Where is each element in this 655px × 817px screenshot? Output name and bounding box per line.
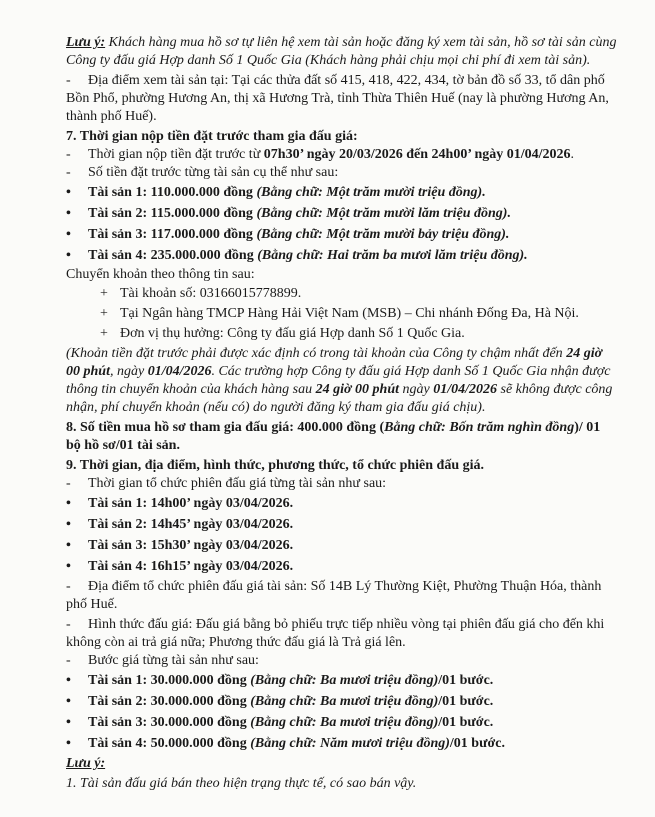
deposit-intro: - Số tiền đặt trước từng tài sản cụ thể như sau: — [66, 165, 339, 180]
deposit-time: - Thời gian nộp tiền đặt trước từ 07h30’ ngày 20/03/2026 đến 24h00’ ngày 01/04/2026. — [66, 147, 575, 162]
deposit-note-line4: nhận, phí chuyển khoản (nếu có) do người đăng ký tham gia đấu giá chịu). — [66, 400, 486, 415]
auction-place-line1: - Địa điểm tổ chức phiên đấu giá tài sản: Số 14B Lý Thường Kiệt, Phường Thuận Hóa, thành — [66, 579, 602, 594]
section7-heading: 7. Thời gian nộp tiền đặt trước tham gia đấu giá: — [66, 129, 358, 144]
auction-time-2: • Tài sản 2: 14h45’ ngày 03/04/2026. — [66, 517, 294, 532]
location-view-line2: Bồn Phổ, phường Hương An, thị xã Hương Trà, tỉnh Thừa Thiên Huế (nay là phường Hương An, — [66, 91, 609, 106]
note1-line2: Công ty đấu giá Hợp danh Số 1 Quốc Gia (Khách hàng phải chịu mọi chi phí đi xem tài sản). — [66, 53, 591, 68]
deposit-asset-3: • Tài sản 3: 117.000.000 đồng (Bằng chữ: Một trăm mười bảy triệu đồng). — [66, 227, 510, 242]
deposit-asset-2: • Tài sản 2: 115.000.000 đồng (Bằng chữ: Một trăm mười lăm triệu đồng). — [66, 206, 511, 221]
step-asset-3: • Tài sản 3: 30.000.000 đồng (Bằng chữ: Ba mươi triệu đồng)/01 bước. — [66, 715, 494, 730]
location-view-line3: thành phố Huế). — [66, 109, 157, 124]
transfer-account: + Tài khoản số: 03166015778899. — [100, 286, 302, 301]
location-view-line1: - Địa điểm xem tài sản tại: Tại các thửa đất số 415, 418, 422, 434, tờ bản đồ số 33, tổ dân phố — [66, 73, 605, 88]
transfer-bank: + Tại Ngân hàng TMCP Hàng Hải Việt Nam (MSB) – Chi nhánh Đống Đa, Hà Nội. — [100, 306, 579, 321]
transfer-beneficiary: + Đơn vị thụ hưởng: Công ty đấu giá Hợp danh Số 1 Quốc Gia. — [100, 326, 465, 341]
deposit-asset-4: • Tài sản 4: 235.000.000 đồng (Bằng chữ: Hai trăm ba mươi lăm triệu đồng). — [66, 248, 528, 263]
step-intro: - Bước giá từng tài sản như sau: — [66, 653, 259, 668]
deposit-note-line3: thông tin chuyển khoản của khách hàng sau 24 giờ 00 phút ngày 01/04/2026 sẽ không được công — [66, 382, 613, 397]
step-asset-2: • Tài sản 2: 30.000.000 đồng (Bằng chữ: Ba mươi triệu đồng)/01 bước. — [66, 694, 494, 709]
deposit-asset-1: • Tài sản 1: 110.000.000 đồng (Bằng chữ: Một trăm mười triệu đồng). — [66, 185, 486, 200]
auction-time-3: • Tài sản 3: 15h30’ ngày 03/04/2026. — [66, 538, 294, 553]
section9-heading: 9. Thời gian, địa điểm, hình thức, phương thức, tổ chức phiên đấu giá. — [66, 458, 485, 473]
note2-label: Lưu ý: — [66, 756, 106, 771]
auction-time-4: • Tài sản 4: 16h15’ ngày 03/04/2026. — [66, 559, 294, 574]
auction-place-line2: phố Huế. — [66, 597, 118, 612]
section8-line1: 8. Số tiền mua hồ sơ tham gia đấu giá: 400.000 đồng (Bằng chữ: Bốn trăm nghìn đồng)/ 01 — [66, 420, 601, 435]
auction-time-intro: - Thời gian tổ chức phiên đấu giá từng tài sản như sau: — [66, 476, 387, 491]
section8-line2: bộ hồ sơ/01 tài sản. — [66, 438, 180, 453]
note1-line1: Lưu ý: Khách hàng mua hồ sơ tự liên hệ xem tài sản hoặc đăng ký xem tài sản, hồ sơ tài sản cùng — [66, 35, 617, 50]
deposit-note-line2: 00 phút, ngày 01/04/2026. Các trường hợp Công ty đấu giá Hợp danh Số 1 Quốc Gia nhận được — [66, 364, 611, 379]
step-asset-1: • Tài sản 1: 30.000.000 đồng (Bằng chữ: Ba mươi triệu đồng)/01 bước. — [66, 673, 494, 688]
deposit-note-line1: (Khoản tiền đặt trước phải được xác định có trong tài khoản của Công ty chậm nhất đến 24 giờ — [66, 346, 603, 361]
auction-form-line1: - Hình thức đấu giá: Đấu giá bằng bỏ phiếu trực tiếp nhiều vòng tại phiên đấu giá cho đến khi — [66, 617, 605, 632]
note1-label: Lưu ý: — [66, 35, 106, 50]
step-asset-4: • Tài sản 4: 50.000.000 đồng (Bằng chữ: Năm mươi triệu đồng)/01 bước. — [66, 736, 505, 751]
auction-time-1: • Tài sản 1: 14h00’ ngày 03/04/2026. — [66, 496, 294, 511]
transfer-intro: Chuyển khoản theo thông tin sau: — [66, 267, 255, 282]
note2-item1: 1. Tài sản đấu giá bán theo hiện trạng thực tế, có sao bán vậy. — [66, 776, 417, 791]
auction-form-line2: không còn ai trả giá nữa; Phương thức đấu giá là Trả giá lên. — [66, 635, 406, 650]
